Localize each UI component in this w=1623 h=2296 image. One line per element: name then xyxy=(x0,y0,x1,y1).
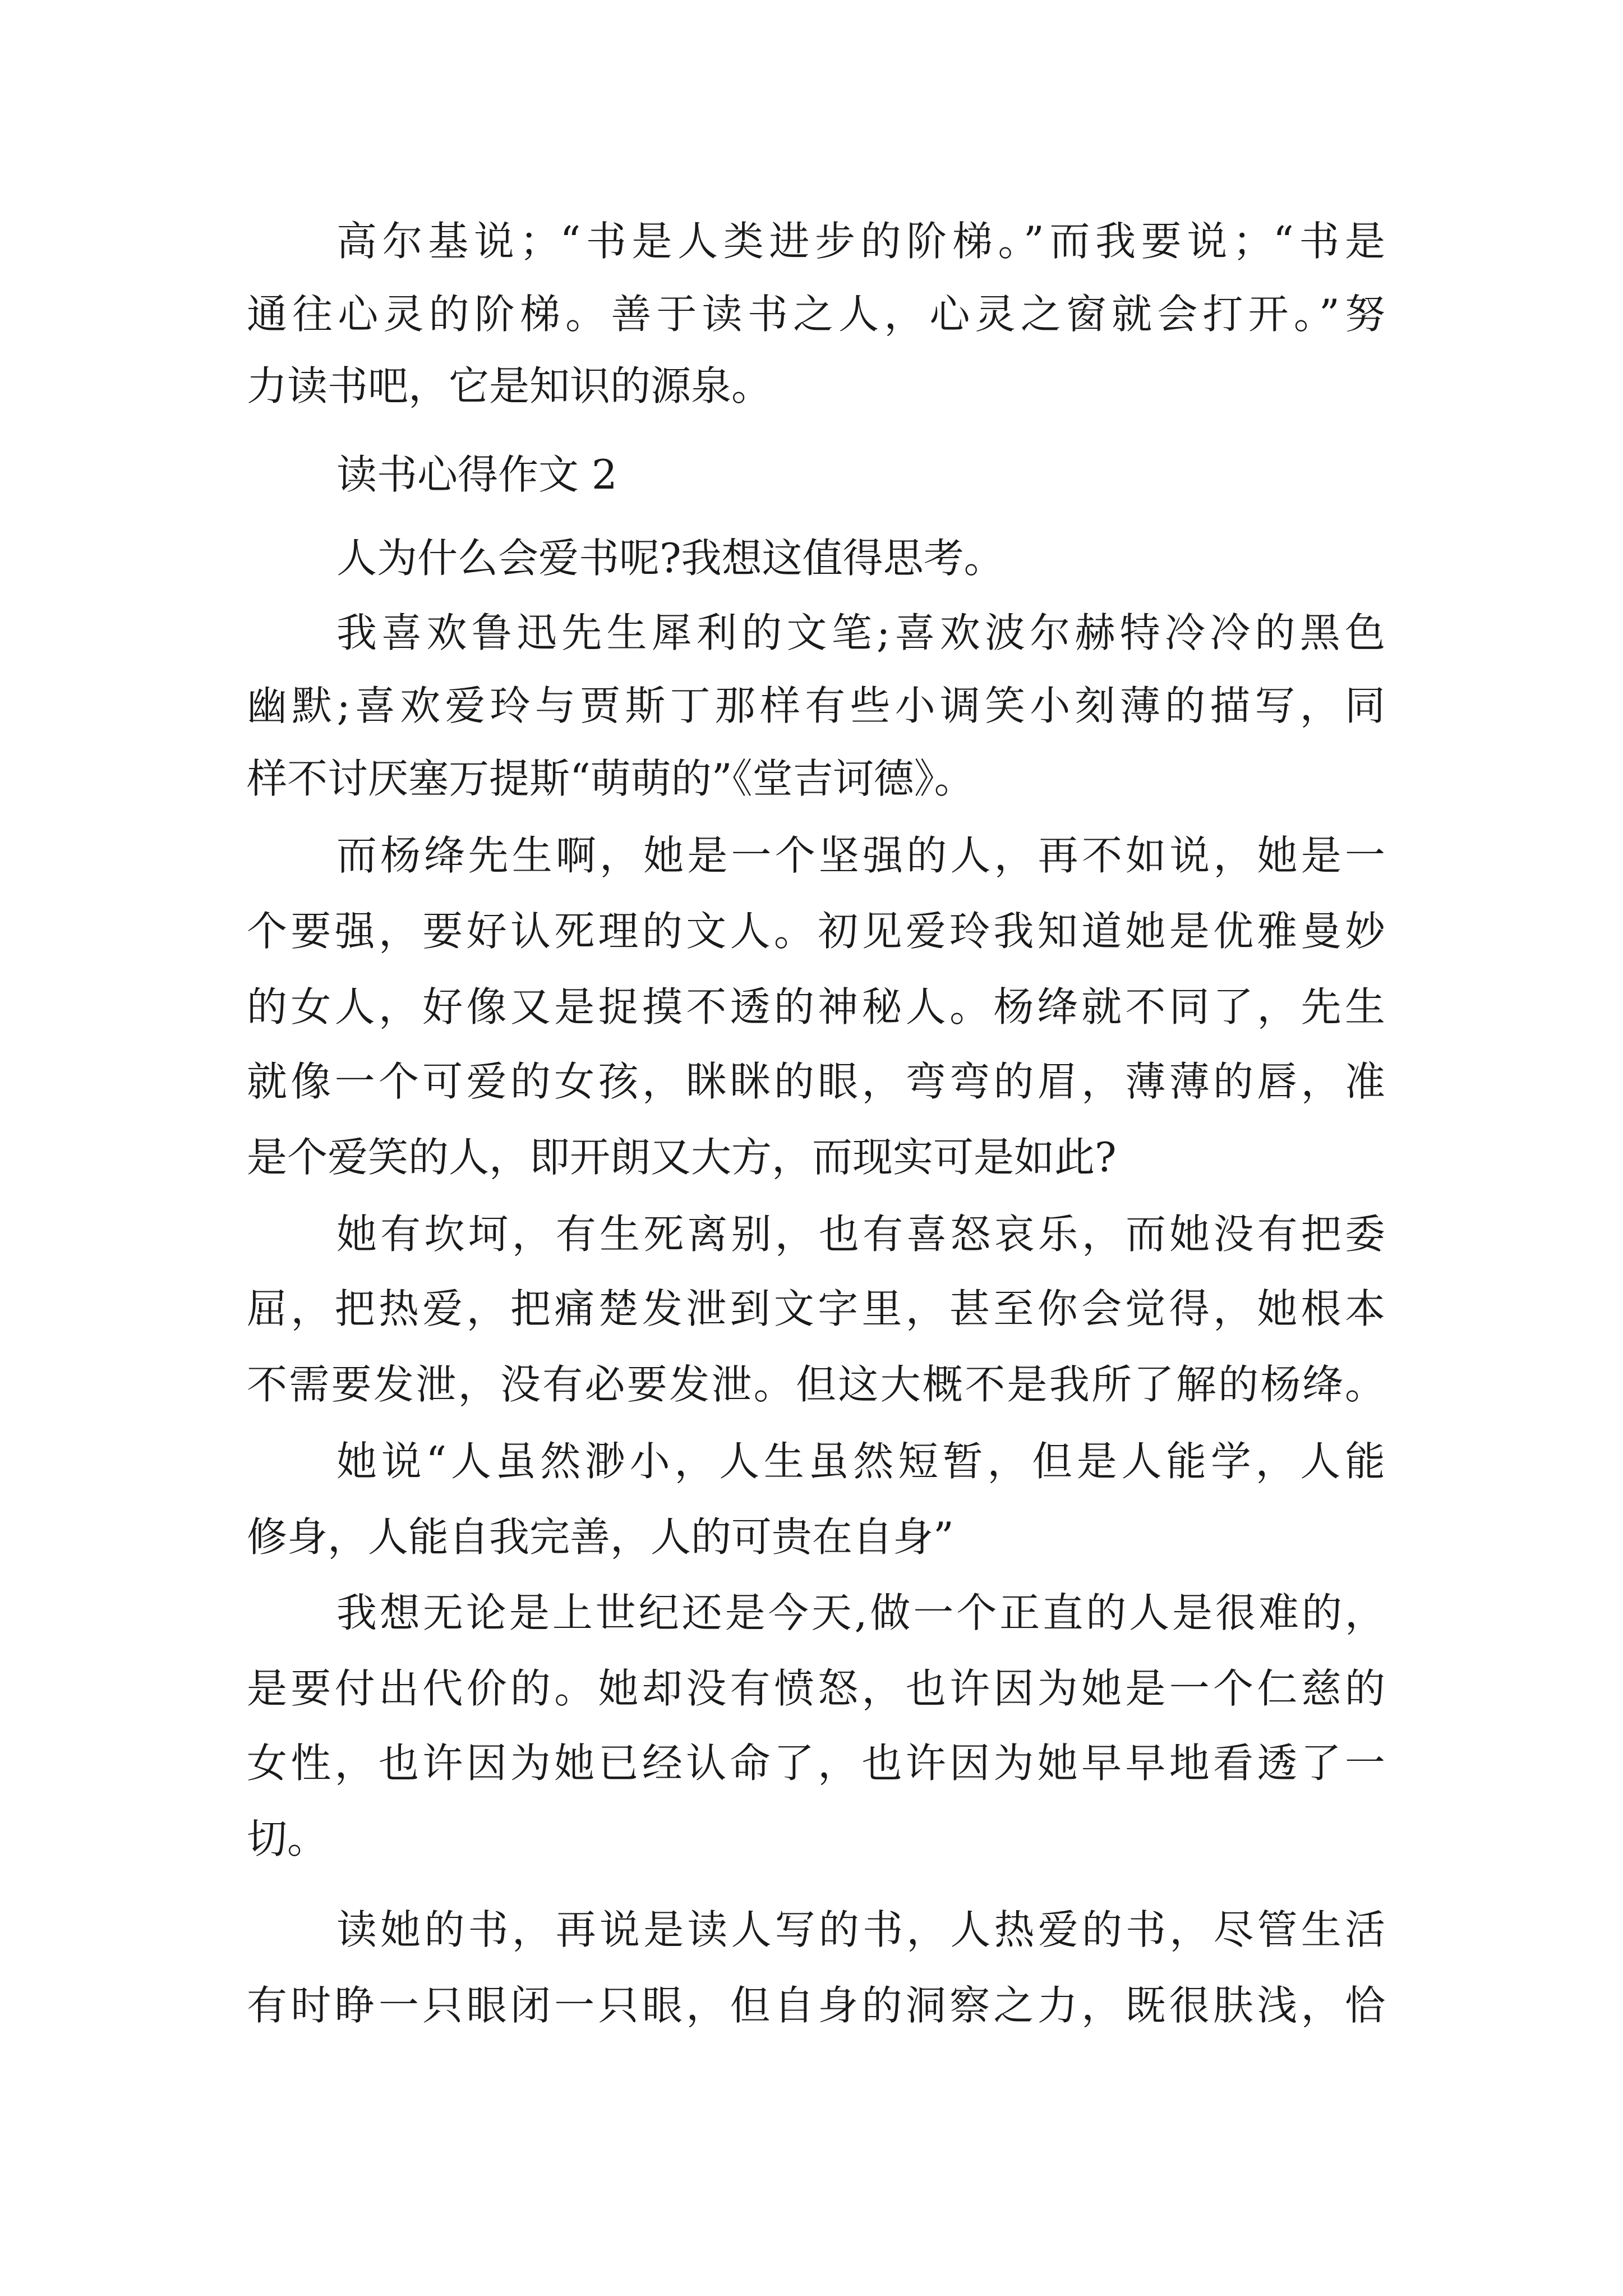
text-line: 我想无论是上世纪还是今天,做一个正直的人是很难的， xyxy=(336,1589,1385,1636)
text-line: 女性，也许因为她已经认命了，也许因为她早早地看透了一 xyxy=(247,1740,1385,1787)
text-line: 修身，人能自我完善，人的可贵在自身” xyxy=(247,1513,954,1561)
text-line: 样不讨厌塞万提斯“萌萌的”《堂吉诃德》。 xyxy=(247,755,975,802)
text-line: 的女人，好像又是捉摸不透的神秘人。杨绛就不同了，先生 xyxy=(247,983,1385,1030)
text-line: 她有坎坷，有生死离别，也有喜怒哀乐，而她没有把委 xyxy=(336,1211,1385,1258)
text-line: 幽默;喜欢爱玲与贾斯丁那样有些小调笑小刻薄的描写，同 xyxy=(247,682,1385,729)
text-line: 屈，把热爱，把痛楚发泄到文字里，甚至你会觉得，她根本 xyxy=(247,1285,1385,1332)
text-line: 是要付出代价的。她却没有愤怒，也许因为她是一个仁慈的 xyxy=(247,1665,1385,1712)
text-line: 切。 xyxy=(247,1815,328,1862)
text-line: 我喜欢鲁迅先生犀利的文笔;喜欢波尔赫特冷冷的黑色 xyxy=(336,609,1385,656)
text-line: 不需要发泄，没有必要发泄。但这大概不是我所了解的杨绛。 xyxy=(247,1361,1385,1408)
text-line: 高尔基说；“书是人类进步的阶梯。”而我要说；“书是 xyxy=(336,218,1385,265)
text-line: 读她的书，再说是读人写的书，人热爱的书，尽管生活 xyxy=(336,1906,1385,1953)
text-line: 个要强，要好认死理的文人。初见爱玲我知道她是优雅曼妙 xyxy=(247,908,1385,955)
text-line: 是个爱笑的人，即开朗又大方，而现实可是如此? xyxy=(247,1134,1117,1181)
text-line: 通往心灵的阶梯。善于读书之人，心灵之窗就会打开。”努 xyxy=(247,291,1385,338)
text-line: 她说“人虽然渺小，人生虽然短暂，但是人能学，人能 xyxy=(336,1438,1385,1485)
text-line: 人为什么会爱书呢?我想这值得思考。 xyxy=(336,535,1004,582)
section-heading: 读书心得作文 2 xyxy=(336,451,617,498)
text-line: 有时睁一只眼闭一只眼，但自身的洞察之力，既很肤浅，恰 xyxy=(247,1982,1385,2029)
text-line: 而杨绛先生啊，她是一个坚强的人，再不如说，她是一 xyxy=(336,832,1385,879)
text-line: 就像一个可爱的女孩，眯眯的眼，弯弯的眉，薄薄的唇，准 xyxy=(247,1058,1385,1105)
text-line: 力读书吧，它是知识的源泉。 xyxy=(247,362,772,409)
